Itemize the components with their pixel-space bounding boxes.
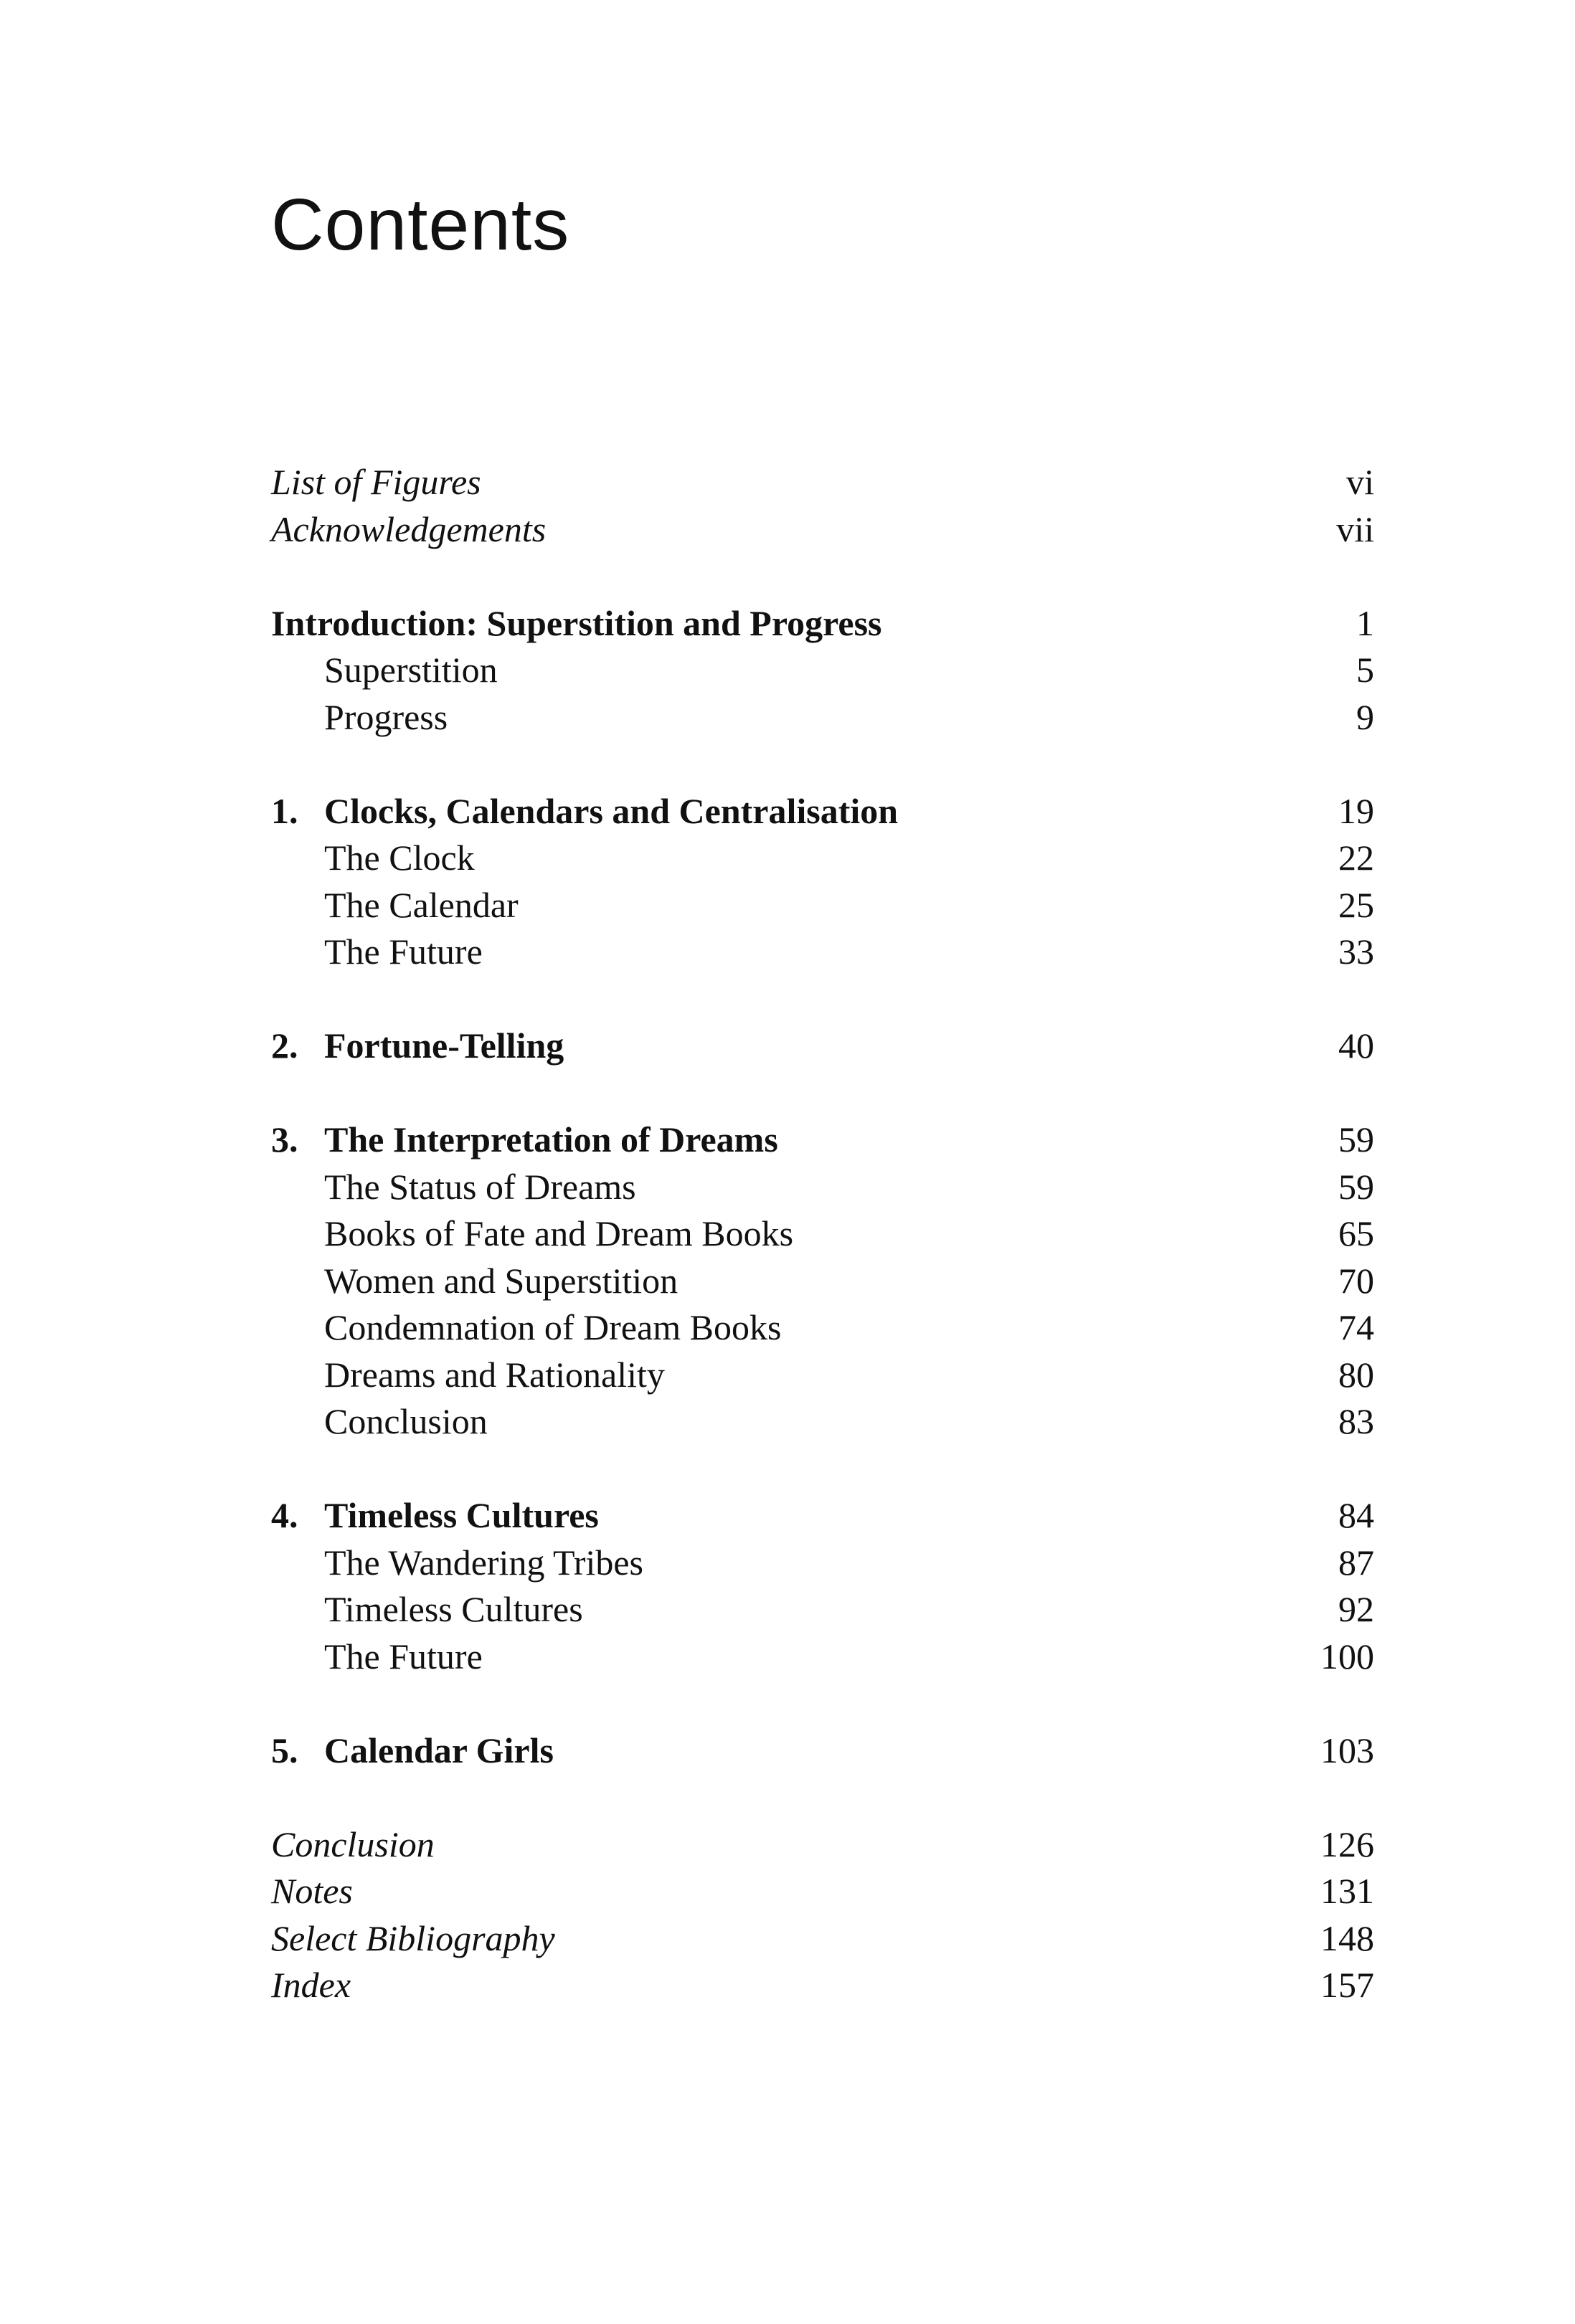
toc-page-number: 5 [1356, 650, 1374, 690]
toc-entry-text: The Wandering Tribes [324, 1542, 644, 1583]
toc-entry-text: Fortune-Telling [324, 1025, 564, 1066]
toc-entry-text: The Future [324, 931, 483, 972]
toc-page-number: vi [1346, 462, 1374, 502]
toc-page-number: 40 [1338, 1025, 1374, 1066]
spacer [271, 741, 1374, 788]
toc-entry-index[interactable] [271, 1962, 1374, 2009]
toc-entry-text: The Interpretation of Dreams [324, 1119, 778, 1159]
toc-chapter-5[interactable] [271, 1727, 1374, 1775]
page-title: Contents [271, 184, 570, 265]
toc-page-number: 84 [1338, 1495, 1374, 1535]
toc-chapter-1[interactable] [271, 788, 1374, 835]
toc-subentry[interactable] [271, 1352, 1374, 1399]
toc-page-number: vii [1336, 508, 1374, 549]
spacer [271, 1446, 1374, 1493]
toc-entry-text: Dreams and Rationality [324, 1354, 665, 1395]
toc-entry-text: Acknowledgements [271, 508, 547, 549]
toc-subentry[interactable] [271, 1633, 1374, 1681]
toc-entry-introduction[interactable] [271, 600, 1374, 648]
toc-subentry[interactable] [271, 882, 1374, 929]
toc-entry-text: Timeless Cultures [324, 1589, 583, 1629]
toc-entry-text: Calendar Girls [324, 1730, 554, 1770]
toc-entry-text: Select Bibliography [271, 1917, 555, 1958]
toc-page-number: 131 [1320, 1871, 1374, 1911]
toc-entry-text: List of Figures [271, 462, 481, 502]
chapter-number: 1. [271, 790, 298, 831]
toc-page-number: 9 [1356, 696, 1374, 737]
toc-entry-list-of-figures[interactable] [271, 459, 1374, 506]
toc-page-number: 148 [1320, 1917, 1374, 1958]
toc-subentry[interactable] [271, 1586, 1374, 1633]
toc-page-number: 70 [1338, 1260, 1374, 1301]
toc-subentry[interactable] [271, 1164, 1374, 1211]
toc-subentry[interactable] [271, 694, 1374, 741]
toc-page-number: 157 [1320, 1965, 1374, 2005]
toc-page-number: 59 [1338, 1119, 1374, 1159]
toc-subentry[interactable] [271, 1210, 1374, 1258]
toc-page-number: 33 [1338, 931, 1374, 972]
toc-page-number: 1 [1356, 602, 1374, 643]
toc-page-number: 87 [1338, 1542, 1374, 1583]
toc-entry-text: Condemnation of Dream Books [324, 1307, 782, 1347]
toc-page-number: 19 [1338, 790, 1374, 831]
toc-entry-text: The Calendar [324, 884, 519, 925]
spacer [271, 976, 1374, 1023]
chapter-number: 4. [271, 1495, 298, 1535]
table-of-contents [271, 459, 1374, 2009]
toc-page-number: 25 [1338, 884, 1374, 925]
toc-chapter-4[interactable] [271, 1492, 1374, 1540]
toc-entry-text: Timeless Cultures [324, 1495, 599, 1535]
toc-entry-text: The Clock [324, 838, 475, 878]
toc-entry-text: Index [271, 1965, 351, 2005]
toc-entry-text: Introduction: Superstition and Progress [271, 602, 882, 643]
toc-subentry[interactable] [271, 1258, 1374, 1305]
toc-subentry[interactable] [271, 929, 1374, 976]
toc-page-number: 74 [1338, 1307, 1374, 1347]
toc-page-number: 92 [1338, 1589, 1374, 1629]
toc-entry-text: Progress [324, 696, 448, 737]
spacer [271, 553, 1374, 600]
toc-entry-text: The Future [324, 1636, 483, 1676]
toc-chapter-3[interactable] [271, 1116, 1374, 1164]
toc-page-number: 22 [1338, 838, 1374, 878]
toc-page-number: 65 [1338, 1213, 1374, 1253]
toc-page-number: 59 [1338, 1166, 1374, 1207]
chapter-number: 5. [271, 1730, 298, 1770]
toc-entry-select-bibliography[interactable] [271, 1915, 1374, 1963]
toc-subentry[interactable] [271, 1540, 1374, 1587]
toc-entry-text: Clocks, Calendars and Centralisation [324, 790, 899, 831]
chapter-number: 2. [271, 1025, 298, 1066]
spacer [271, 1070, 1374, 1117]
toc-entry-text: Notes [271, 1871, 353, 1911]
toc-entry-conclusion[interactable] [271, 1821, 1374, 1869]
toc-entry-notes[interactable] [271, 1868, 1374, 1915]
toc-entry-text: Conclusion [271, 1823, 435, 1864]
toc-entry-acknowledgements[interactable] [271, 506, 1374, 554]
toc-page-number: 126 [1320, 1823, 1374, 1864]
toc-page-number: 103 [1320, 1730, 1374, 1770]
toc-entry-text: The Status of Dreams [324, 1166, 636, 1207]
toc-entry-text: Superstition [324, 650, 498, 690]
toc-chapter-2[interactable] [271, 1023, 1374, 1070]
toc-subentry[interactable] [271, 1304, 1374, 1352]
toc-page-number: 80 [1338, 1354, 1374, 1395]
spacer [271, 1774, 1374, 1821]
toc-subentry[interactable] [271, 835, 1374, 882]
toc-entry-text: Conclusion [324, 1401, 488, 1441]
toc-page-number: 83 [1338, 1401, 1374, 1441]
toc-subentry[interactable] [271, 1398, 1374, 1446]
toc-page-number: 100 [1320, 1636, 1374, 1676]
toc-entry-text: Women and Superstition [324, 1260, 678, 1301]
toc-subentry[interactable] [271, 647, 1374, 694]
chapter-number: 3. [271, 1119, 298, 1159]
toc-entry-text: Books of Fate and Dream Books [324, 1213, 794, 1253]
spacer [271, 1680, 1374, 1727]
